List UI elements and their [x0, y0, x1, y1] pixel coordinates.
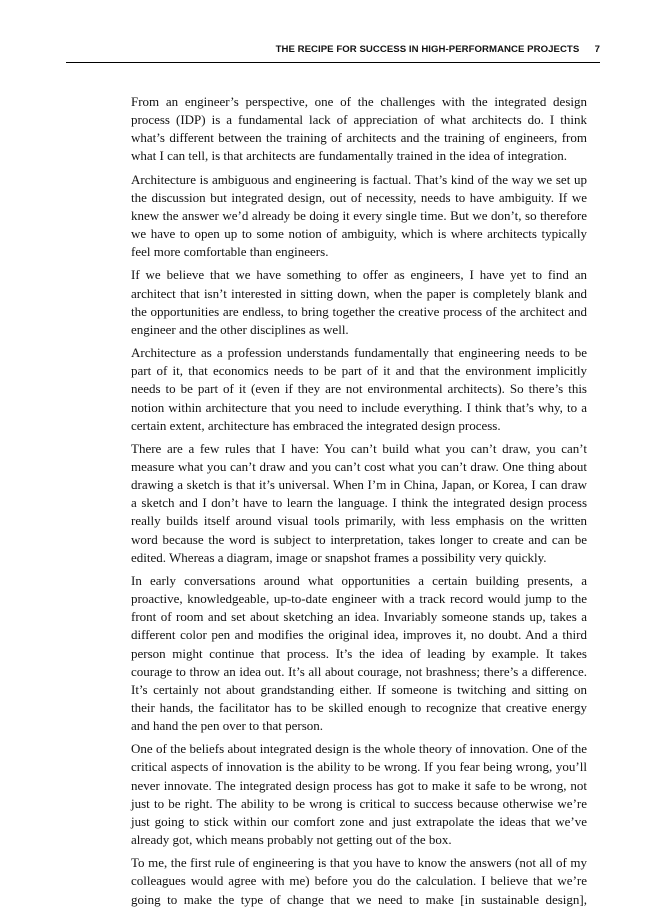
paragraph: In early conversations around what opportunities a certain building presents, a proactive, knowledgeable, up-to-date engineer with a track record would jump to the front of room and set about sketching an idea. Invariably someone stands up, takes a different color pen and modifies the original idea, improves it, no doubt. And a third person might continue that process. It’s the idea of leading by example. It takes courage to throw an idea out. It’s all about courage, not brashness; there’s a difference. It’s certainly not about grandstanding either. If someone is twitching and sitting on their hands, the facilitator has to be skilled enough to recognize that creative energy and hand the pen over to that person.	[131, 572, 587, 734]
paragraph: There are a few rules that I have: You can’t build what you can’t draw, you can’t measure what you can’t draw and you can’t cost what you can’t draw. One thing about drawing a sketch is that it’s universal. When I’m in China, Japan, or Korea, I can draw a sketch and I don’t have to learn the language. I think the integrated design process really builds itself around visual tools primarily, with less emphasis on the written word because the word is subject to interpretation, takes longer to create and can be edited. Whereas a diagram, image or snapshot frames a possibility very quickly.	[131, 440, 587, 565]
page-number: 7	[594, 44, 600, 55]
paragraph: To me, the first rule of engineering is that you have to know the answers (not all of my colleagues would agree with me) before you do the calculation. I believe that we’re going to make the type of change that we need to make [in sustainable design],	[131, 855, 587, 907]
paragraph: From an engineer’s perspective, one of the challenges with the integrated design process (IDP) is a fundamental lack of appreciation of what architects do. I think what’s different between the training of architects and the training of engineers, from what I can tell, is that architects are fundamentally trained in the idea of integration.	[131, 94, 587, 164]
paragraph: If we believe that we have something to offer as engineers, I have yet to find an architect that isn’t interested in sitting down, when the paper is completely blank and the opportunities are endless, to bring together the creative process of the architect and engineer and the other disciplines as well.	[131, 267, 587, 337]
running-title: THE RECIPE FOR SUCCESS IN HIGH-PERFORMANCE PROJECTS	[275, 44, 580, 55]
body-text	[131, 93, 587, 909]
running-header	[66, 44, 600, 63]
paragraph: Architecture as a profession understands fundamentally that engineering needs to be part of it, that economics needs to be part of it and that the environment implicitly needs to be part of it (even if they are not environmental architects). So there’s this notion within architecture that you need to include everything. I think that’s why, to a certain extent, architecture has embraced the integrated design process.	[131, 345, 587, 433]
paragraph: Architecture is ambiguous and engineering is factual. That’s kind of the way we set up the discussion but integrated design, out of necessity, needs to have ambiguity. If we knew the answer we’d already be doing it every single time. But we don’t, so therefore we have to open up to some notion of ambiguity, which is where architects typically feel more comfortable than engineers.	[131, 171, 587, 260]
paragraph: One of the beliefs about integrated design is the whole theory of innovation. One of the critical aspects of innovation is the ability to be wrong. If you fear being wrong, you’ll never innovate. The integrated design process has got to make it safe to be wrong, not just to be right. The ability to be wrong is critical to success because otherwise we’re just going to stick within our comfort zone and just extrapolate the ideas that we’ve already got, which means probably not getting out of the box.	[131, 741, 587, 848]
